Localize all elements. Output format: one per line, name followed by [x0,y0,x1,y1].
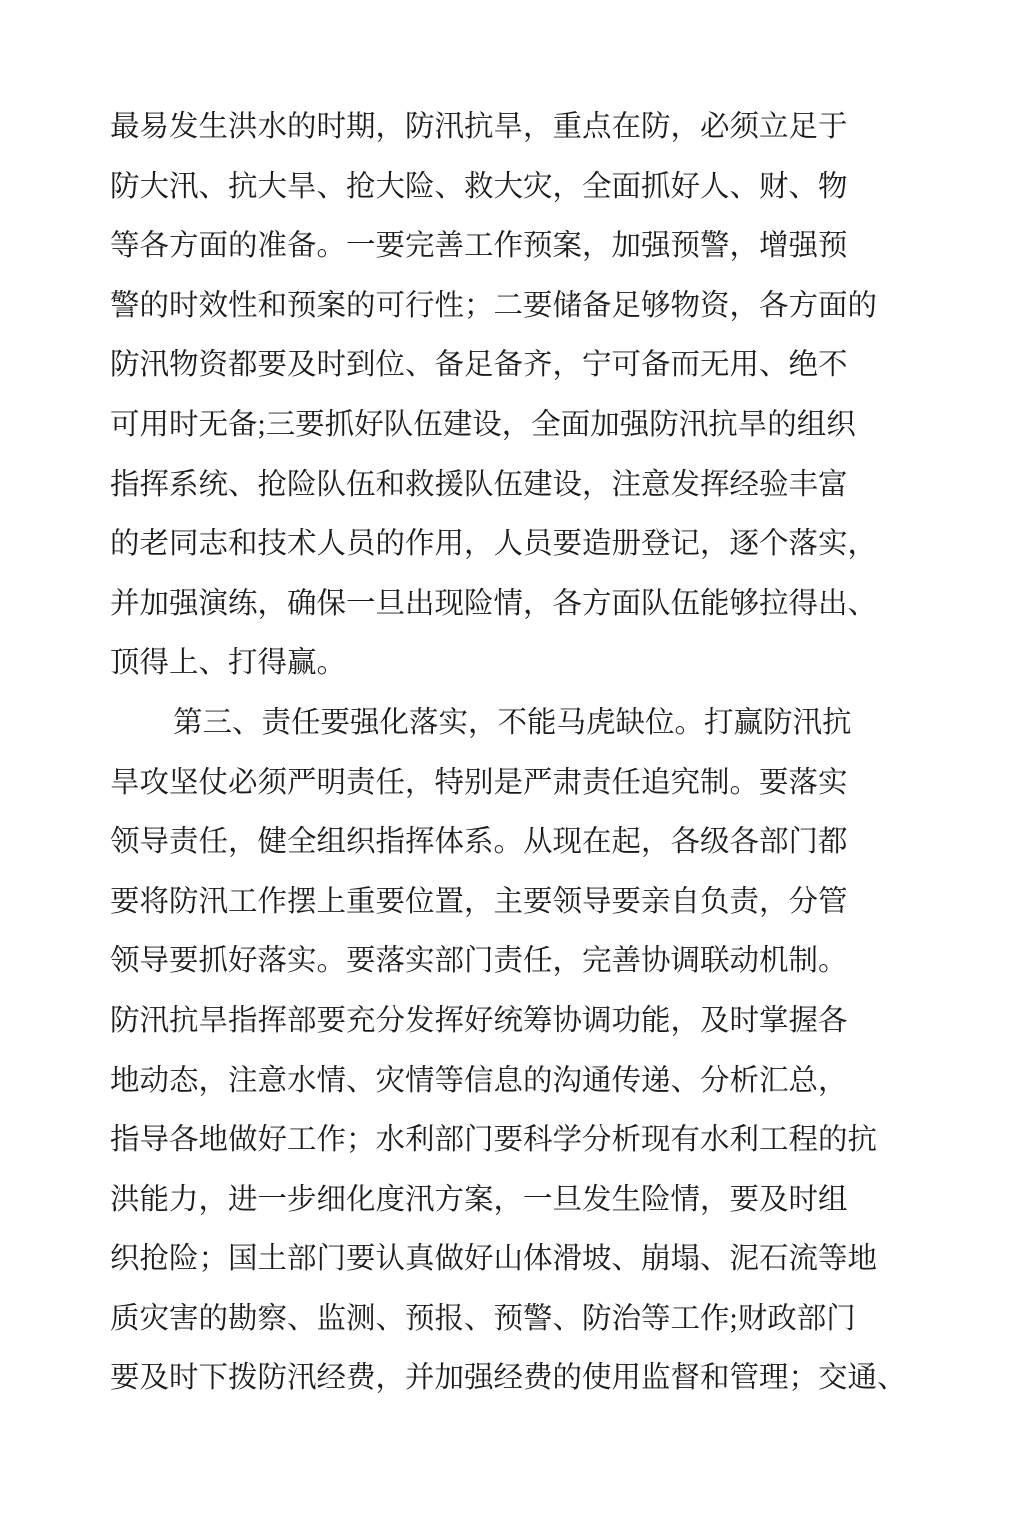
text-line: 顶得上、打得赢。 [110,647,347,680]
text-line: 要将防汛工作摆上重要位置，主要领导要亲自负责，分管 [110,885,848,918]
text-line: 等各方面的准备。一要完善工作预案，加强预警，增强预 [110,230,848,263]
text-line: 旱攻坚仗必须严明责任，特别是严肃责任追究制。要落实 [110,766,848,799]
text-line: 质灾害的勘察、监测、预报、预警、防治等工作;财政部门 [110,1302,856,1335]
paragraph-section-three [110,694,970,1409]
text-line: 最易发生洪水的时期，防汛抗旱，重点在防，必须立足于 [110,111,848,143]
text-line: 地动态，注意水情、灾情等信息的沟通传递、分析汇总， [110,1064,848,1097]
text-line: 要及时下拨防汛经费，并加强经费的使用监督和管理；交通、 [110,1362,907,1395]
text-line: 指挥系统、抢险队伍和救援队伍建设，注意发挥经验丰富 [110,468,848,501]
text-line: 可用时无备;三要抓好队伍建设，全面加强防汛抗旱的组织 [110,408,856,441]
text-line: 领导责任，健全组织指挥体系。从现在起，各级各部门都 [110,826,848,859]
text-line: 防汛抗旱指挥部要充分发挥好统筹协调功能，及时掌握各 [110,1004,848,1037]
text-line: 并加强演练，确保一旦出现险情，各方面队伍能够拉得出、 [110,587,878,620]
text-line: 的老同志和技术人员的作用，人员要造册登记，逐个落实， [110,528,878,561]
paragraph-continued [110,98,970,694]
text-line: 警的时效性和预案的可行性；二要储备足够物资，各方面的 [110,289,878,322]
text-line: 防汛物资都要及时到位、备足备齐，宁可备而无用、绝不 [110,349,848,382]
text-line: 领导要抓好落实。要落实部门责任，完善协调联动机制。 [110,945,848,978]
body-text [110,98,970,1409]
text-line-indented: 第三、责任要强化落实，不能马虎缺位。打赢防汛抗 [173,706,852,739]
text-line: 防大汛、抗大旱、抢大险、救大灾，全面抓好人、财、物 [110,170,848,203]
text-line: 洪能力，进一步细化度汛方案，一旦发生险情，要及时组 [110,1183,848,1216]
text-line: 织抢险；国土部门要认真做好山体滑坡、崩塌、泥石流等地 [110,1243,878,1276]
text-line: 指导各地做好工作；水利部门要科学分析现有水利工程的抗 [110,1124,878,1157]
